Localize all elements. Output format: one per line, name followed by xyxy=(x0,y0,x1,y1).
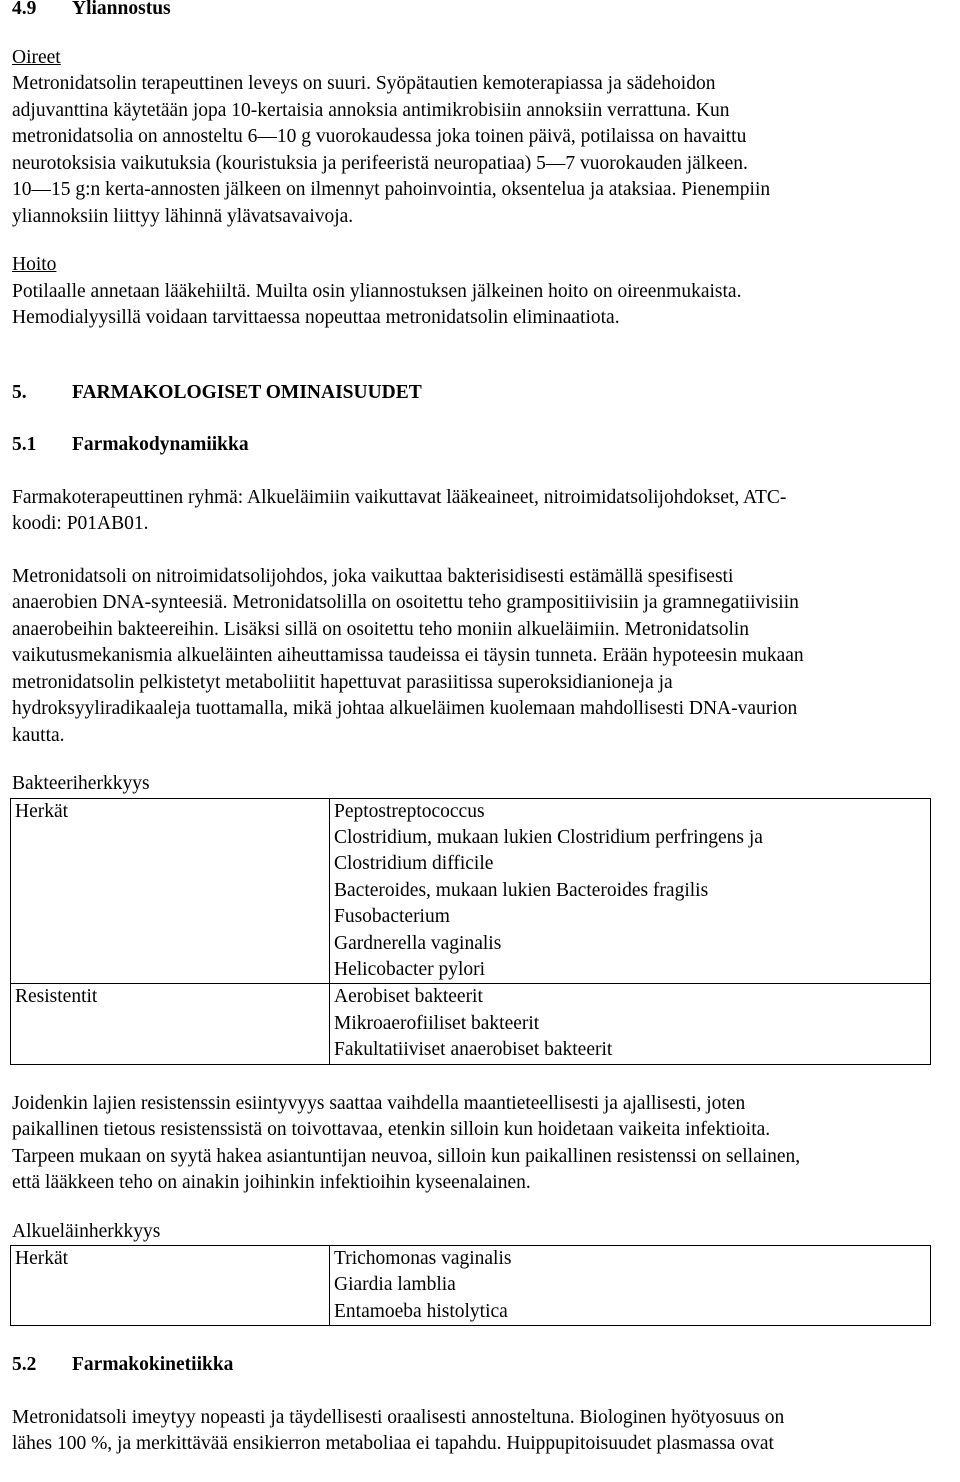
section-4-9-heading xyxy=(12,0,942,23)
section-title: FARMAKOLOGISET OMINAISUUDET xyxy=(72,381,422,403)
text-line: yliannoksiin liittyy lähinnä ylävatsavaivoja. xyxy=(12,205,354,227)
organism-item: Aerobiset bakteerit xyxy=(334,986,483,1008)
text-line: Farmakoterapeuttinen ryhmä: Alkueläimiin vaikuttavat lääkeaineet, nitroimidatsolijohdokset, ATC- xyxy=(12,486,787,508)
section-5-1-heading xyxy=(12,432,942,459)
organism-item: Fusobacterium xyxy=(334,906,450,928)
organism-item: Mikroaerofiiliset bakteerit xyxy=(334,1012,540,1034)
table-row xyxy=(11,984,931,1064)
organisms-cell xyxy=(330,1246,931,1326)
organisms-cell xyxy=(330,984,931,1064)
text-line: koodi: P01AB01. xyxy=(12,513,149,534)
section-title: Yliannostus xyxy=(72,0,171,19)
organism-item: Bacteroides, mukaan lukien Bacteroides fragilis xyxy=(334,879,709,901)
text-line: että lääkkeen teho on ainakin joihinkin infektioihin kyseenalainen. xyxy=(12,1172,531,1194)
document-page xyxy=(12,0,942,1458)
bacteria-susceptibility-label: Bakteeriherkkyys xyxy=(12,773,150,794)
text-line: hydroksyyliradikaaleja tuottamalla, mikä johtaa alkueläimen kuolemaan mahdollisesti DNA-vaurion xyxy=(12,698,798,719)
hoito-subheading: Hoito xyxy=(12,254,57,275)
text-line: Potilaalle annetaan lääkehiiltä. Muilta osin yliannostuksen jälkeinen hoito on oireenmukaista. xyxy=(12,280,742,302)
organism-item: Helicobacter pylori xyxy=(334,958,486,980)
hoito-paragraph xyxy=(12,279,942,332)
text-line: neurotoksisia vaikutuksia (kouristuksia ja perifeeristä neuropatiaa) 5—7 vuorokauden jälkeen. xyxy=(12,152,748,174)
text-line: vaikutusmekanismia alkueläinten aiheuttamissa taudeissa ei täysin tunneta. Erään hypoteesin mukaan xyxy=(12,645,804,666)
text-line: 10—15 g:n kerta-annosten jälkeen on ilmennyt pahoinvointia, oksentelua ja ataksiaa. Pienempiin xyxy=(12,179,771,200)
organism-item: Entamoeba histolytica xyxy=(334,1300,508,1322)
text-line: Hemodialyysillä voidaan tarvittaessa nopeuttaa metronidatsolin eliminaatiota. xyxy=(12,307,620,328)
text-line: adjuvanttina käytetään jopa 10-kertaisia annoksia antimikrobisiin annoksiin verrattuna. Kun xyxy=(12,99,730,121)
pharmacotherapeutic-group-paragraph xyxy=(12,485,942,538)
section-number: 5. xyxy=(12,381,27,403)
section-5-heading xyxy=(12,380,942,407)
section-title: Farmakokinetiikka xyxy=(72,1354,234,1376)
category-cell: Resistentit xyxy=(11,984,330,1064)
section-number: 4.9 xyxy=(12,0,37,19)
category-cell: Herkät xyxy=(11,798,330,984)
category-cell: Herkät xyxy=(11,1246,330,1326)
oireet-subheading: Oireet xyxy=(12,46,61,68)
organisms-cell xyxy=(330,798,931,984)
organism-item: Giardia lamblia xyxy=(334,1274,456,1296)
text-line: kautta. xyxy=(12,724,65,746)
protozoa-susceptibility-label: Alkueläinherkkyys xyxy=(12,1220,161,1242)
mechanism-paragraph xyxy=(12,564,942,750)
organism-item: Gardnerella vaginalis xyxy=(334,932,502,954)
bacteria-susceptibility-table xyxy=(10,798,931,1065)
section-number: 5.2 xyxy=(12,1354,37,1376)
organism-item: Clostridium, mukaan lukien Clostridium perfringens ja xyxy=(334,826,763,848)
organism-item: Peptostreptococcus xyxy=(334,800,485,822)
organism-item: Clostridium difficile xyxy=(334,853,494,875)
text-line: paikallinen tietous resistenssistä on toivottavaa, etenkin silloin kun hoidetaan vaikeita infektioita. xyxy=(12,1119,771,1141)
organism-item: Fakultatiiviset anaerobiset bakteerit xyxy=(334,1039,613,1061)
text-line: anaerobeihin bakteereihin. Lisäksi sillä on osoitettu teho moniin alkueläimiin. Metronidatsolin xyxy=(12,618,750,640)
text-line: Metronidatsolin terapeuttinen leveys on suuri. Syöpätautien kemoterapiassa ja sädehoidon xyxy=(12,73,716,94)
text-line: metronidatsolin pelkistetyt metaboliitit hapettuvat parasiitissa superoksidianioneja ja xyxy=(12,671,673,693)
organism-item: Trichomonas vaginalis xyxy=(334,1248,512,1270)
text-line: metronidatsolia on annosteltu 6—10 g vuorokaudessa joka toinen päivä, potilaissa on havaittu xyxy=(12,126,747,147)
table-row xyxy=(11,1246,931,1326)
text-line: anaerobien DNA-synteesiä. Metronidatsolilla on osoitettu teho grampositiivisiin ja gramnegatiivisiin xyxy=(12,592,799,613)
resistance-paragraph xyxy=(12,1091,942,1197)
section-number: 5.1 xyxy=(12,434,37,455)
text-line: Metronidatsoli imeytyy nopeasti ja täydellisesti oraalisesti annosteltuna. Biologinen hyötyosuus on xyxy=(12,1406,785,1428)
table-row xyxy=(11,798,931,984)
text-line: lähes 100 %, ja merkittävää ensikierron metaboliaa ei tapahdu. Huippupitoisuudet plasmassa ovat xyxy=(12,1433,774,1455)
section-5-2-heading xyxy=(12,1352,942,1379)
oireet-paragraph xyxy=(12,71,942,230)
text-line: Joidenkin lajien resistenssin esiintyvyys saattaa vaihdella maantieteellisesti ja ajallisesti, joten xyxy=(12,1092,746,1114)
section-title: Farmakodynamiikka xyxy=(72,434,249,455)
pharmacokinetics-paragraph xyxy=(12,1405,942,1458)
text-line: Metronidatsoli on nitroimidatsolijohdos, joka vaikuttaa bakterisidisesti estämällä spesifisesti xyxy=(12,565,734,587)
text-line: Tarpeen mukaan on syytä hakea asiantuntijan neuvoa, silloin kun paikallinen resistenssi on sellainen, xyxy=(12,1145,801,1167)
protozoa-susceptibility-table xyxy=(10,1245,931,1326)
